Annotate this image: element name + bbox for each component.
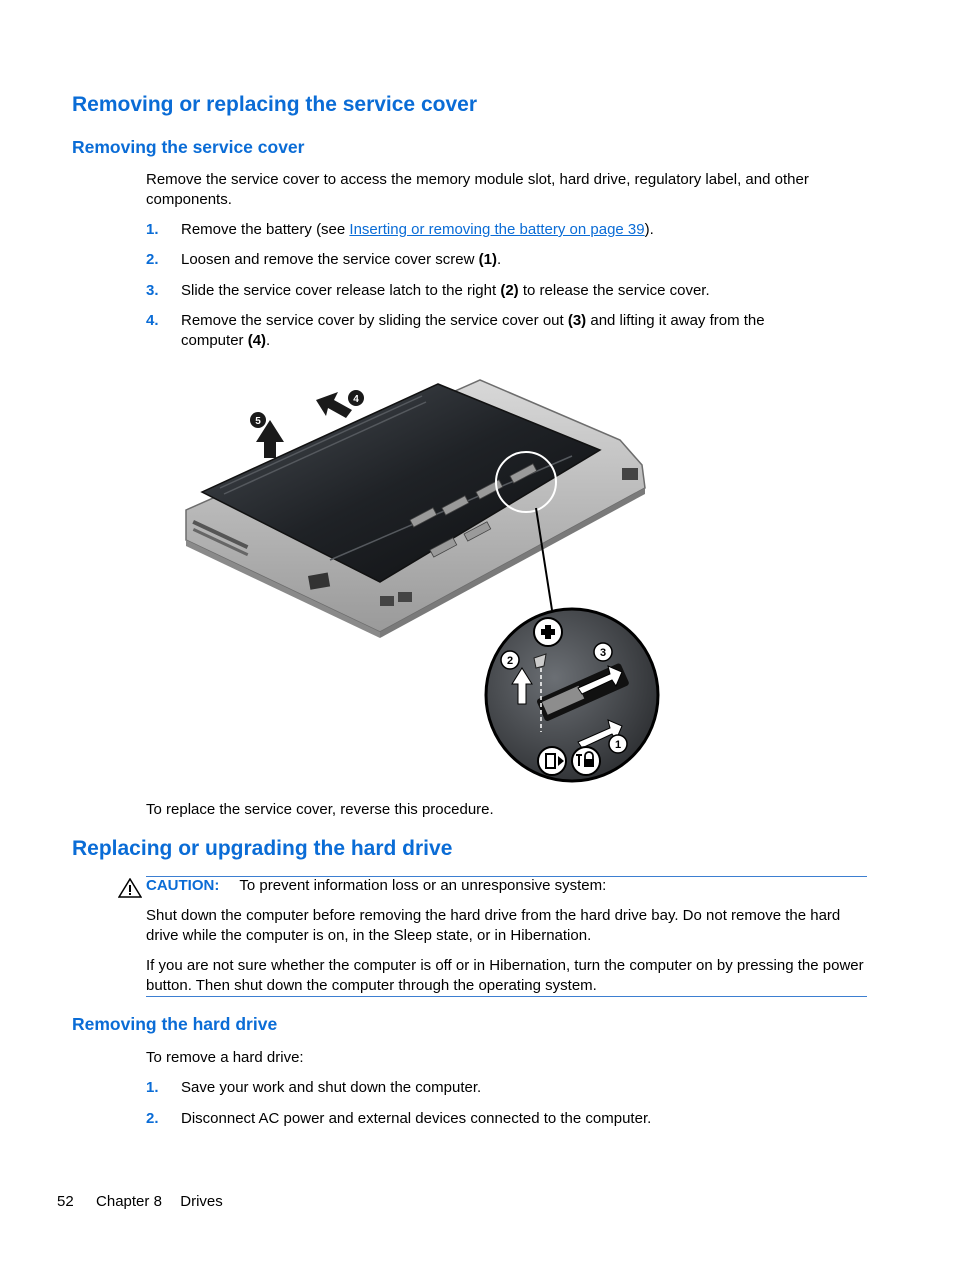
section-title-service-cover: Removing or replacing the service cover [72, 93, 477, 116]
callout-ref: (4) [247, 332, 267, 349]
step-text-part: . [266, 332, 271, 349]
step-text-part: Remove the service cover by sliding the service cover out [181, 312, 568, 329]
step-text-part: Remove the battery (see [181, 221, 350, 238]
caution-label: CAUTION: [146, 877, 220, 894]
caution-bottom-rule [146, 996, 867, 997]
callout-ref: (3) [567, 312, 587, 329]
replace-note: To replace the service cover, reverse this procedure. [146, 801, 494, 818]
caution-text: To prevent information loss or an unresponsive system: [239, 877, 607, 894]
battery-link[interactable]: Inserting or removing the battery on page 39 [349, 221, 645, 238]
step-text [181, 220, 861, 240]
caution-paragraph-1: Shut down the computer before removing the hard drive from the hard drive bay. Do not remove the hard drive while the computer is on, in the Sleep state, or in Hibernation. [146, 907, 841, 944]
step-number: 1. [146, 221, 159, 238]
caution-paragraph-2: If you are not sure whether the computer is off or in Hibernation, turn the computer on by pressing the power button. Then shut down the computer through the operating system. [146, 957, 864, 994]
step-text-part: Slide the service cover release latch to the right [181, 282, 501, 299]
page-number: 52 [57, 1193, 74, 1210]
step-number: 1. [146, 1079, 159, 1096]
step-text-part: ). [644, 221, 654, 238]
step-text [181, 250, 861, 270]
callout-badge: 3 [599, 647, 607, 659]
zoom-detail [486, 609, 658, 781]
step-text-part: to release the service cover. [518, 282, 710, 299]
step-text [181, 311, 831, 351]
step-text: Disconnect AC power and external devices connected to the computer. [181, 1110, 652, 1127]
callout-ref: (2) [500, 282, 519, 299]
callout-badge: 5 [255, 416, 261, 427]
callout-badge: 2 [506, 655, 514, 667]
page-footer [57, 1193, 223, 1210]
step-text-part: and lifting it away from the computer [181, 312, 765, 349]
caution-line [146, 876, 606, 896]
section-title-hard-drive: Replacing or upgrading the hard drive [72, 837, 453, 860]
step-text-part: Loosen and remove the service cover screw [181, 251, 479, 268]
chapter-label: Chapter 8 [96, 1193, 162, 1210]
hard-drive-intro: To remove a hard drive: [146, 1049, 304, 1066]
subsection-title-removing-hard-drive: Removing the hard drive [72, 1014, 278, 1034]
callout-badge: 4 [353, 394, 359, 405]
step-text: Save your work and shut down the computer. [181, 1079, 482, 1096]
step-number: 4. [146, 312, 159, 329]
callout-badge: 1 [614, 739, 622, 751]
intro-paragraph: Remove the service cover to access the memory module slot, hard drive, regulatory label, and other components. [146, 171, 809, 208]
caution-warning-icon [118, 878, 142, 898]
step-number: 2. [146, 1110, 159, 1127]
callout-ref: (1) [478, 251, 497, 268]
step-text [181, 281, 861, 301]
step-number: 2. [146, 251, 159, 268]
arrow-up-lift [250, 412, 284, 458]
step-number: 3. [146, 282, 159, 299]
arrow-slide-out [316, 390, 364, 418]
subsection-title-removing-cover: Removing the service cover [72, 137, 305, 157]
service-cover-illustration [180, 370, 670, 790]
chapter-title: Drives [180, 1193, 223, 1210]
step-text-part: . [497, 251, 502, 268]
